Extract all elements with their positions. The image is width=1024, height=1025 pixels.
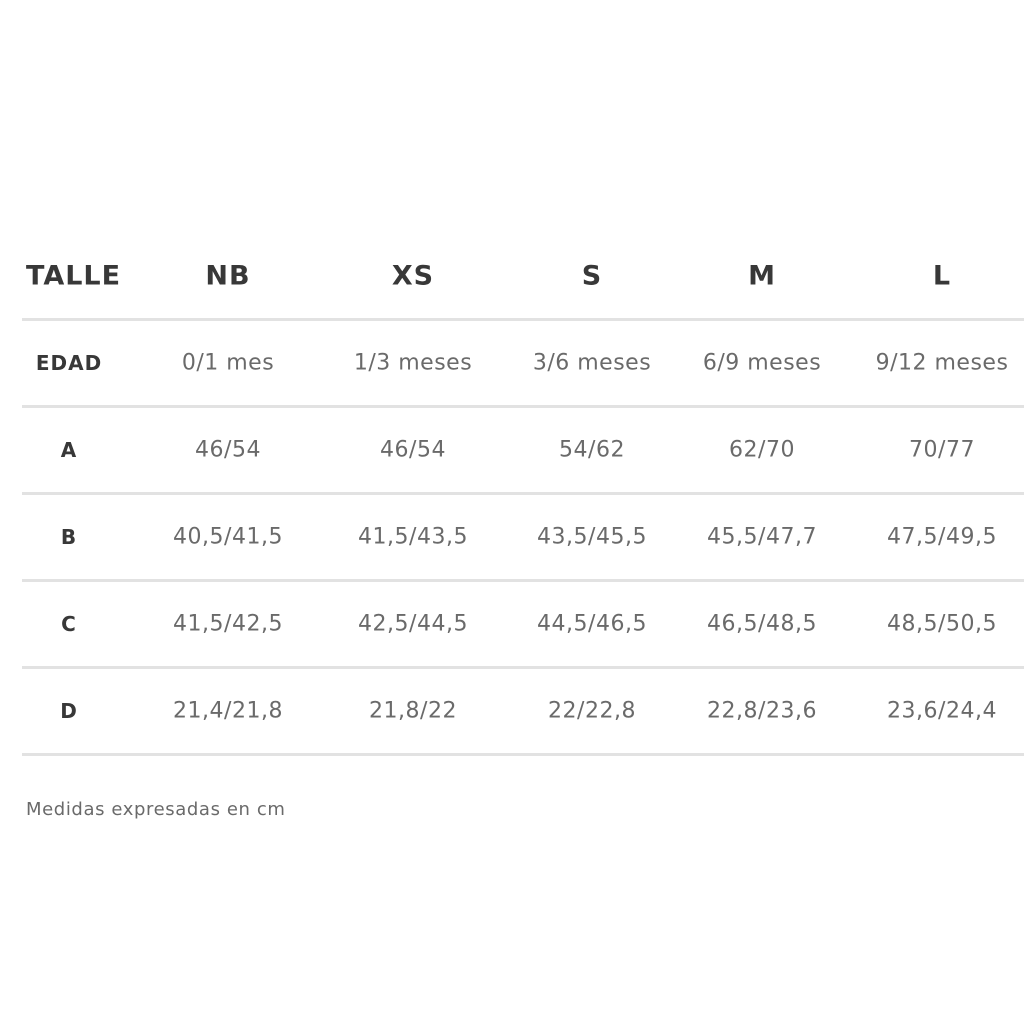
table-cell: 22,8/23,6 (707, 698, 817, 724)
table-cell: 62/70 (729, 437, 795, 463)
table-cell: 46/54 (380, 437, 446, 463)
table-cell: 41,5/42,5 (173, 611, 283, 637)
table-cell: 46,5/48,5 (707, 611, 817, 637)
header-size-m: M (748, 260, 776, 292)
table-cell: 45,5/47,7 (707, 524, 817, 550)
table-cell: 22/22,8 (548, 698, 636, 724)
row-label: EDAD (35, 351, 103, 375)
table-cell: 44,5/46,5 (537, 611, 647, 637)
size-chart-table (22, 234, 1024, 756)
table-cell: 48,5/50,5 (887, 611, 997, 637)
table-cell: 46/54 (195, 437, 261, 463)
table-cell: 54/62 (559, 437, 625, 463)
table-cell: 43,5/45,5 (537, 524, 647, 550)
header-size-l: L (932, 260, 952, 292)
table-cell: 40,5/41,5 (173, 524, 283, 550)
row-label: C (61, 612, 77, 636)
row-label: D (60, 699, 78, 723)
table-cell: 23,6/24,4 (887, 698, 997, 724)
table-row-c (22, 582, 1024, 669)
table-row-edad (22, 321, 1024, 408)
table-cell: 41,5/43,5 (358, 524, 468, 550)
measurement-note: Medidas expresadas en cm (26, 799, 286, 820)
header-size-s: S (581, 260, 603, 292)
table-cell: 70/77 (909, 437, 975, 463)
row-label: B (60, 525, 78, 549)
header-label-talle: TALLE (26, 260, 122, 292)
table-cell: 6/9 meses (702, 350, 822, 376)
row-label: A (60, 438, 78, 462)
table-cell: 21,8/22 (369, 698, 457, 724)
table-cell: 21,4/21,8 (173, 698, 283, 724)
table-cell: 0/1 mes (181, 350, 275, 376)
table-row-a (22, 408, 1024, 495)
table-cell: 1/3 meses (353, 350, 473, 376)
table-row-b (22, 495, 1024, 582)
table-cell: 3/6 meses (532, 350, 652, 376)
table-row-d (22, 669, 1024, 756)
header-size-nb: NB (205, 260, 251, 292)
header-size-xs: XS (391, 260, 435, 292)
table-cell: 9/12 meses (875, 350, 1009, 376)
table-cell: 47,5/49,5 (887, 524, 997, 550)
table-cell: 42,5/44,5 (358, 611, 468, 637)
table-header-row (22, 234, 1024, 321)
